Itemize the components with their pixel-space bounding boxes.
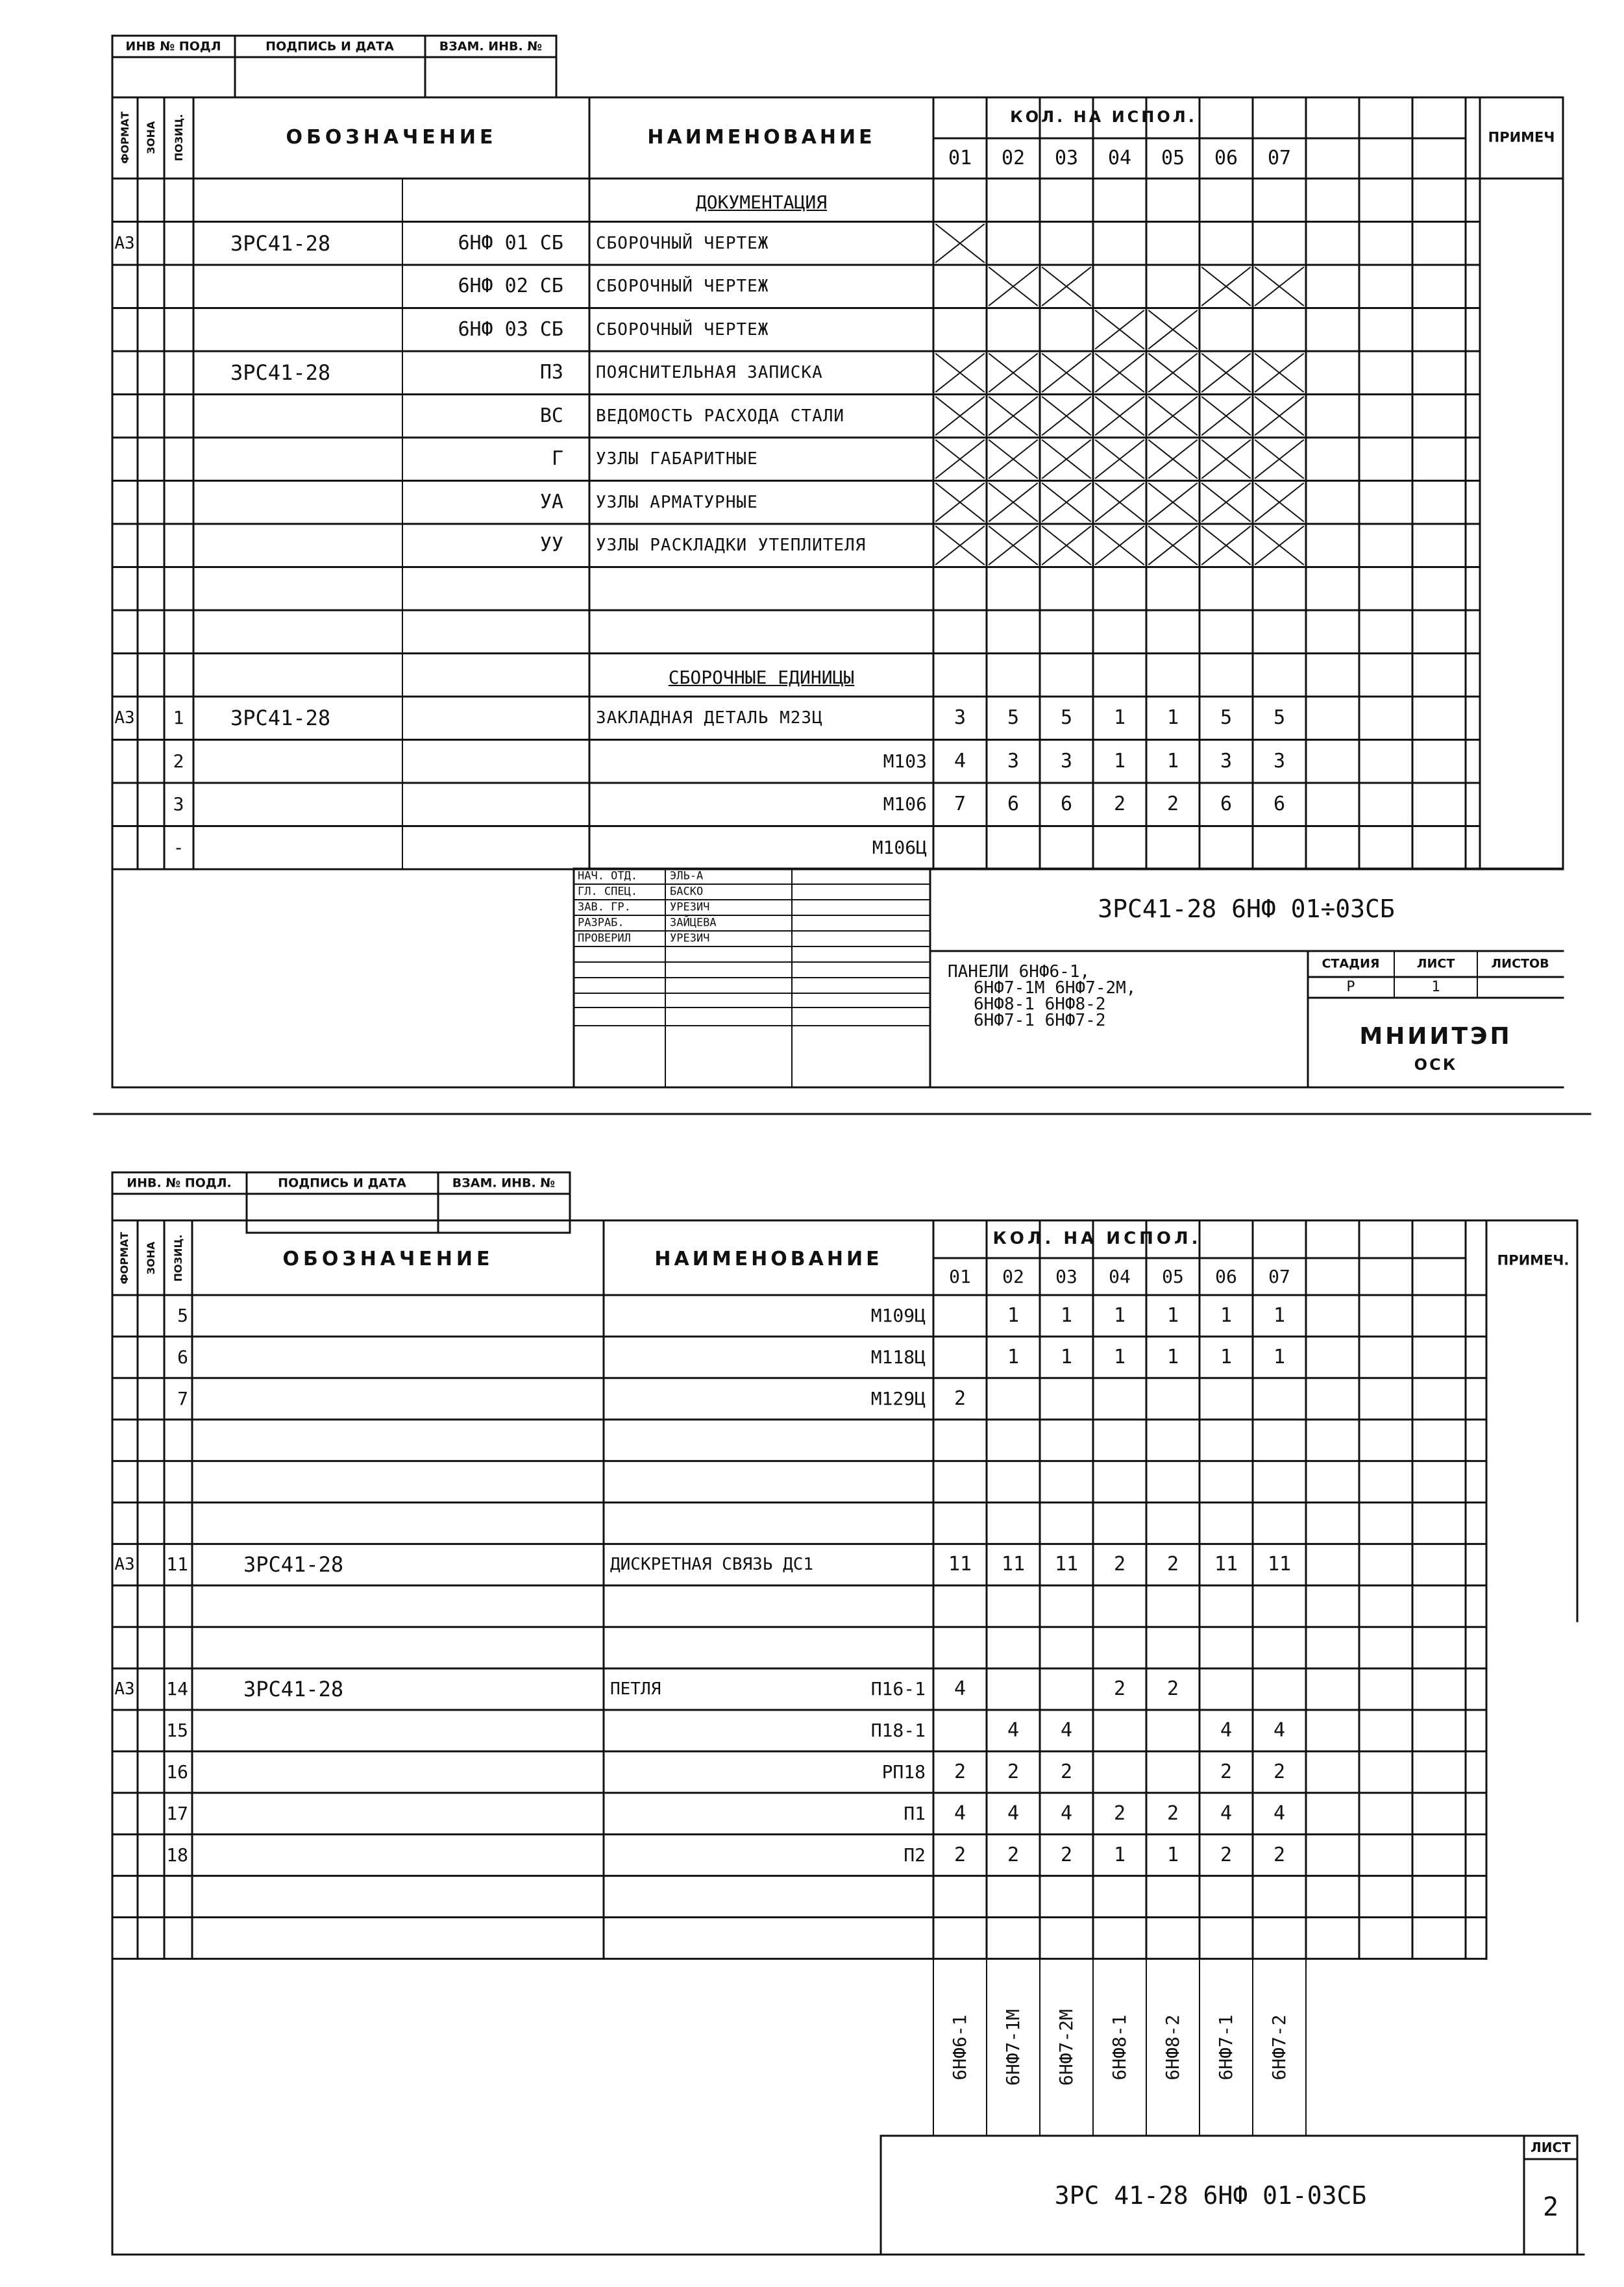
row-quantity: 1 — [1113, 749, 1126, 773]
header-format: ФОРМАТ — [119, 111, 131, 164]
row-quantity: 4 — [1007, 1801, 1020, 1825]
row-quantity: 2 — [1113, 1677, 1126, 1701]
row-name: ПОЯСНИТЕЛЬНАЯ ЗАПИСКА — [596, 363, 823, 383]
row-designation-suffix: ВС — [539, 404, 563, 427]
row-designation: 3РС41-28 — [230, 360, 331, 386]
sheet-value: 2 — [1542, 2192, 1559, 2222]
organization-sub: ОСК — [1414, 1056, 1458, 1074]
header-variant-06: 06 — [1215, 1266, 1237, 1287]
variant-panel-label: 6НФ7-1М — [1002, 2009, 1024, 2086]
row-quantity: 2 — [1220, 1843, 1233, 1866]
row-quantity: 2 — [1166, 1553, 1179, 1576]
row-quantity: 2 — [1060, 1760, 1073, 1783]
header-variant-04: 04 — [1109, 1266, 1131, 1287]
row-quantity: 5 — [1273, 706, 1286, 730]
variant-panel-label: 6НФ8-2 — [1162, 2014, 1183, 2081]
row-quantity: 4 — [1273, 1718, 1286, 1742]
item-line: 6НФ7-1М 6НФ7-2М, — [974, 978, 1137, 998]
row-position: 2 — [173, 750, 184, 772]
signer-name: УРЕЗИЧ — [670, 900, 710, 914]
header-zone: ЗОНА — [145, 1241, 157, 1275]
row-name: СБОРОЧНЫЙ ЧЕРТЕЖ — [596, 319, 769, 340]
row-quantity: 4 — [953, 1801, 966, 1825]
row-quantity: 11 — [948, 1553, 972, 1576]
row-quantity: 3 — [953, 706, 966, 730]
variant-panel-label: 6НФ7-2 — [1268, 2014, 1290, 2081]
row-quantity: 1 — [1220, 1304, 1233, 1327]
header-variant-05: 05 — [1162, 1266, 1184, 1287]
row-position: 18 — [166, 1844, 188, 1866]
row-position: 1 — [173, 707, 184, 729]
signer-name: ЭЛЬ-А — [670, 869, 704, 883]
signer-role: ПРОВЕРИЛ — [578, 932, 631, 945]
row-quantity: 2 — [1060, 1843, 1073, 1866]
sheets-label: ЛИСТОВ — [1491, 956, 1549, 971]
sheet-label: ЛИСТ — [1416, 956, 1455, 971]
stage-label: СТАДИЯ — [1322, 956, 1380, 971]
variant-panel-label: 6НФ7-2М — [1055, 2009, 1077, 2086]
row-quantity: 1 — [1007, 1345, 1020, 1368]
row-quantity: 6 — [1273, 793, 1286, 816]
item-line: 6НФ8-1 6НФ8-2 — [974, 995, 1106, 1014]
header-designation: ОБОЗНАЧЕНИЕ — [286, 126, 497, 149]
row-name-code: РП18 — [881, 1761, 926, 1783]
row-quantity: 4 — [1220, 1801, 1233, 1825]
row-quantity: 2 — [1113, 1801, 1126, 1825]
header-variant-07: 07 — [1268, 1266, 1290, 1287]
document-code: 3РС41-28 6НФ 01÷03СБ — [1098, 895, 1395, 923]
stamp-cell-label: ВЗАМ. ИНВ. № — [439, 39, 543, 54]
row-quantity: 1 — [1007, 1304, 1020, 1327]
row-name: ЗАКЛАДНАЯ ДЕТАЛЬ М23Ц — [596, 708, 823, 728]
row-designation-suffix: Г — [551, 447, 563, 471]
row-position: 16 — [166, 1761, 188, 1783]
row-name: УЗЛЫ ГАБАРИТНЫЕ — [596, 449, 758, 469]
variant-panel-label: 6НФ6-1 — [949, 2014, 970, 2081]
row-quantity: 3 — [1007, 749, 1020, 773]
signer-role: НАЧ. ОТД. — [578, 869, 638, 883]
row-name: ПЕТЛЯ — [610, 1679, 661, 1700]
row-position: 15 — [166, 1719, 188, 1741]
row-quantity: 2 — [1273, 1843, 1286, 1866]
row-name-code: П18-1 — [870, 1719, 926, 1741]
header-variant-03: 03 — [1054, 147, 1079, 169]
row-designation: 3РС41-28 — [243, 1677, 344, 1702]
row-designation-suffix: 6НФ 02 СБ — [458, 275, 563, 298]
item-line: 6НФ7-1 6НФ7-2 — [974, 1011, 1106, 1030]
header-position: ПОЗИЦ. — [172, 1234, 184, 1282]
row-quantity: 2 — [1273, 1760, 1286, 1783]
row-quantity: 11 — [1214, 1553, 1238, 1576]
row-quantity: 1 — [1113, 1843, 1126, 1866]
row-name-code: П1 — [904, 1802, 926, 1824]
row-name-code: М129Ц — [870, 1387, 926, 1409]
row-name: СБОРОЧНЫЙ ЧЕРТЕЖ — [596, 233, 769, 253]
row-format: А3 — [114, 1679, 135, 1700]
row-quantity: 6 — [1060, 793, 1073, 816]
header-variant-02: 02 — [1001, 147, 1026, 169]
row-quantity: 1 — [1166, 706, 1179, 730]
signer-role: ЗАВ. ГР. — [578, 900, 631, 914]
row-designation: 3РС41-28 — [230, 230, 331, 256]
variant-panel-label: 6НФ7-1 — [1215, 2014, 1236, 2081]
row-quantity: 4 — [1273, 1801, 1286, 1825]
row-quantity: 6 — [1220, 793, 1233, 816]
row-quantity: 7 — [953, 793, 966, 816]
row-quantity: 2 — [953, 1843, 966, 1866]
row-position: - — [173, 836, 184, 858]
row-quantity: 2 — [1007, 1760, 1020, 1783]
row-quantity: 1 — [1113, 1345, 1126, 1368]
item-line: ПАНЕЛИ 6НФ6-1, — [948, 962, 1090, 982]
header-variant-02: 02 — [1002, 1266, 1024, 1287]
stamp-cell-label: ВЗАМ. ИНВ. № — [452, 1176, 556, 1191]
row-name: ДИСКРЕТНАЯ СВЯЗЬ ДС1 — [610, 1555, 814, 1575]
row-quantity: 2 — [1166, 793, 1179, 816]
row-quantity: 1 — [1113, 1304, 1126, 1327]
row-quantity: 2 — [1166, 1801, 1179, 1825]
stamp-cell-label: ПОДПИСЬ И ДАТА — [278, 1176, 406, 1191]
stamp-cell-label: ПОДПИСЬ И ДАТА — [265, 39, 394, 54]
row-designation-suffix: 6НФ 01 СБ — [458, 231, 563, 254]
row-format: А3 — [114, 1555, 135, 1575]
row-name-code: П16-1 — [870, 1678, 926, 1700]
sheet-value: 1 — [1431, 979, 1440, 995]
row-quantity: 11 — [1267, 1553, 1292, 1576]
row-name: УЗЛЫ АРМАТУРНЫЕ — [596, 492, 758, 512]
row-quantity: 2 — [1007, 1843, 1020, 1866]
row-name-code: П2 — [904, 1844, 926, 1866]
row-format: А3 — [114, 233, 135, 253]
row-quantity: 2 — [953, 1760, 966, 1783]
header-variant-04: 04 — [1107, 147, 1132, 169]
header-quantity: КОЛ. НА ИСПОЛ. — [992, 1229, 1201, 1248]
header-quantity: КОЛ. НА ИСПОЛ. — [1010, 108, 1197, 126]
row-designation-suffix: УА — [539, 490, 563, 513]
row-section-title: СБОРОЧНЫЕ ЕДИНИЦЫ — [668, 666, 855, 688]
row-quantity: 11 — [1001, 1553, 1026, 1576]
row-name: М103 — [883, 750, 927, 772]
row-name: М106Ц — [872, 836, 927, 858]
row-quantity: 2 — [1220, 1760, 1233, 1783]
row-quantity: 2 — [1113, 1553, 1126, 1576]
row-position: 5 — [177, 1304, 188, 1326]
stage-value: Р — [1346, 979, 1355, 995]
row-designation: 3РС41-28 — [230, 706, 331, 731]
row-designation: 3РС41-28 — [243, 1552, 344, 1577]
row-quantity: 1 — [1273, 1304, 1286, 1327]
row-quantity: 5 — [1220, 706, 1233, 730]
stamp-cell-label: ИНВ. № ПОДЛ. — [127, 1176, 232, 1191]
row-quantity: 3 — [1273, 749, 1286, 773]
row-quantity: 1 — [1273, 1345, 1286, 1368]
row-quantity: 2 — [1166, 1677, 1179, 1701]
row-quantity: 4 — [1060, 1718, 1073, 1742]
row-position: 3 — [173, 793, 184, 815]
header-position: ПОЗИЦ. — [173, 114, 185, 162]
row-designation-suffix: ПЗ — [539, 361, 563, 384]
row-quantity: 11 — [1054, 1553, 1079, 1576]
row-position: 11 — [166, 1553, 188, 1576]
signer-role: ГЛ. СПЕЦ. — [578, 885, 638, 898]
row-quantity: 2 — [1113, 793, 1126, 816]
row-section-title: ДОКУМЕНТАЦИЯ — [695, 192, 828, 214]
row-quantity: 4 — [1007, 1718, 1020, 1742]
header-name: НАИМЕНОВАНИЕ — [647, 126, 876, 149]
row-quantity: 4 — [1060, 1801, 1073, 1825]
signer-name: ЗАЙЦЕВА — [670, 916, 717, 930]
document-code: 3РС 41-28 6НФ 01-03СБ — [1054, 2181, 1367, 2210]
signer-role: РАЗРАБ. — [578, 916, 624, 930]
row-designation-suffix: УУ — [539, 534, 563, 557]
row-name: УЗЛЫ РАСКЛАДКИ УТЕПЛИТЕЛЯ — [596, 536, 867, 556]
row-name: ВЕДОМОСТЬ РАСХОДА СТАЛИ — [596, 406, 845, 426]
row-quantity: 1 — [1166, 1345, 1179, 1368]
signer-name: УРЕЗИЧ — [670, 932, 710, 945]
row-quantity: 1 — [1166, 1843, 1179, 1866]
row-quantity: 3 — [1060, 749, 1073, 773]
header-format: ФОРМАТ — [118, 1231, 130, 1285]
row-name: СБОРОЧНЫЙ ЧЕРТЕЖ — [596, 277, 769, 297]
row-position: 6 — [177, 1346, 188, 1368]
signer-name: БАСКО — [670, 885, 704, 898]
row-quantity: 5 — [1007, 706, 1020, 730]
header-name: НАИМЕНОВАНИЕ — [654, 1248, 883, 1270]
row-quantity: 1 — [1060, 1345, 1073, 1368]
row-quantity: 1 — [1166, 1304, 1179, 1327]
row-position: 14 — [166, 1678, 188, 1700]
header-zone: ЗОНА — [145, 121, 157, 155]
header-designation: ОБОЗНАЧЕНИЕ — [282, 1248, 494, 1270]
row-quantity: 1 — [1060, 1304, 1073, 1327]
row-quantity: 1 — [1113, 706, 1126, 730]
row-position: 17 — [166, 1802, 188, 1824]
stamp-cell-label: ИНВ № ПОДЛ — [125, 39, 221, 54]
row-quantity: 1 — [1166, 749, 1179, 773]
row-quantity: 4 — [953, 749, 966, 773]
header-variant-03: 03 — [1055, 1266, 1077, 1287]
row-quantity: 5 — [1060, 706, 1073, 730]
row-name-code: М109Ц — [870, 1304, 926, 1326]
row-designation-suffix: 6НФ 03 СБ — [458, 317, 563, 341]
header-variant-07: 07 — [1267, 147, 1292, 169]
row-format: А3 — [114, 708, 135, 728]
row-quantity: 1 — [1220, 1345, 1233, 1368]
row-quantity: 2 — [953, 1387, 966, 1410]
row-name: М106 — [883, 793, 927, 815]
header-variant-01: 01 — [948, 147, 972, 169]
row-name-code: М118Ц — [870, 1346, 926, 1368]
row-quantity: 6 — [1007, 793, 1020, 816]
variant-panel-label: 6НФ8-1 — [1109, 2014, 1130, 2081]
header-variant-01: 01 — [949, 1266, 971, 1287]
row-quantity: 3 — [1220, 749, 1233, 773]
organization-name: МНИИТЭП — [1359, 1023, 1512, 1050]
header-variant-05: 05 — [1161, 147, 1185, 169]
sheet-label: ЛИСТ — [1531, 2140, 1571, 2155]
row-quantity: 4 — [1220, 1718, 1233, 1742]
row-position: 7 — [177, 1387, 188, 1409]
row-quantity: 4 — [953, 1677, 966, 1701]
header-note: ПРИМЕЧ — [1488, 129, 1555, 145]
header-note: ПРИМЕЧ. — [1497, 1252, 1569, 1268]
header-variant-06: 06 — [1214, 147, 1238, 169]
